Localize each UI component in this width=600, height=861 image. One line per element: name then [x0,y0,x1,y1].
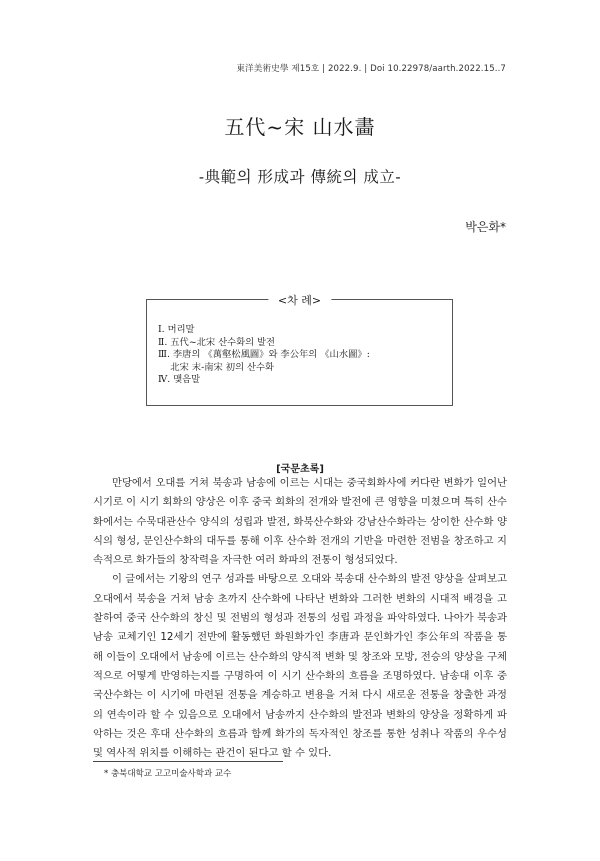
author-name: 박은화* [465,220,506,234]
journal-header: 東洋美術史學 제15호 | 2022.9. | Doi 10.22978/aarth.2022.15..7 [236,64,506,74]
toc-list [158,324,370,387]
abstract-paragraph: 만당에서 오대를 거쳐 북송과 남송에 이르는 시대는 중국회화사에 커다란 변화가 일어난 시기로 이 시기 회화의 양상은 이후 중국 회화의 전개와 발전에 큰 영향을 미쳤으며 특히 산수화에서는 수묵대관산수 양식의 성립과 발전, 화북산수화와 강남산수화라는 상이한 산수화 양식의 형성, 문인산수화의 대두를 통해 이후 산수화 전개의 기반을 마련한 전범을 창조하고 지속적으로 화가들의 창작력을 자극한 여러 화파의 전통이 형성되었다. [93,477,507,567]
paper-subtitle: -典範의 形成과 傳統의 成立- [198,168,402,186]
abstract-heading: [국문초록] [276,464,324,475]
toc-item: Ⅰ. 머리말 [158,324,195,335]
toc-item: Ⅱ. 五代~北宋 산수화의 발전 [158,336,276,348]
footnote: * 충북대학교 고고미술사학과 교수 [104,769,232,779]
toc-heading: <차 례> [268,292,331,308]
abstract-body [93,474,507,763]
toc-item: 北宋 末-南宋 初의 산수화 [158,361,274,373]
table-of-contents [146,294,453,406]
toc-item: Ⅳ. 맺음말 [158,374,201,385]
footnote-divider [93,761,283,762]
toc-item: Ⅲ. 李唐의 《萬壑松風圖》와 李公年의 《山水圖》: [158,349,370,360]
abstract-paragraph: 이 글에서는 기왕의 연구 성과를 바탕으로 오대와 북송대 산수화의 발전 양상을 살펴보고 오대에서 북송을 거쳐 남송 초까지 산수화에 나타난 변화와 그러한 변화의 시대적 배경을 고찰하여 중국 산수화의 창신 및 전범의 형성과 전통의 성립 과정을 파악하였다. 나아가 북송과 남송 교체기인 12세기 전반에 활동했던 화원화가인 李唐과 문인화가인 李公年의 작품을 통해 이들이 오대에서 남송에 이르는 산수화의 양식적 변화 및 창조와 모방, 전승의 양상을 구체적으로 어떻게 반영하는지를 구명하여 이 시기 산수화의 흐름을 조명하였다. 남송대 이후 중국산수화는 이 시기에 마련된 전통을 계승하고 변용을 거쳐 다시 새로운 전통을 창출한 과정의 연속이라 할 수 있음으로 오대에서 남송까지 산수화의 발전과 변화의 양상을 정확하게 파악하는 것은 후대 산수화의 흐름과 함께 화가의 독자적인 창조를 통한 성취나 작품의 우수성 및 역사적 위치를 이해하는 관건이 된다고 할 수 있다. [93,573,507,760]
paper-title: 五代~宋 山水畵 [224,115,376,139]
